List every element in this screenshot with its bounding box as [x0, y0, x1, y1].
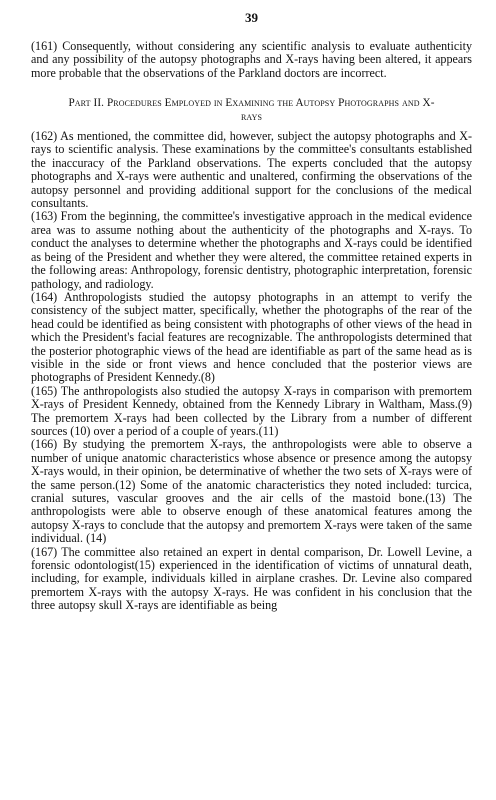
paragraph-162: (162) As mentioned, the committee did, however, subject the autopsy photographs and X-rays to scientific analysis. These examinations by the committee's consultants established the inaccuracy of the Parkland observations. The experts concluded that the autopsy photographs and X-rays were authentic and unaltered, confirming the observations of the autopsy personnel and providing additional support for the conclusions of the medical consultants.: [31, 129, 472, 211]
paragraph-165: (165) The anthropologists also studied the autopsy X-rays in comparison with premortem X-rays of President Kennedy, obtained from the Kennedy Library in Waltham, Mass.(9) The premortem X-rays had been collected by the Library from a number of different sources (10) over a period of a couple of years.(11): [31, 383, 472, 438]
section-heading: Part II. Procedures Employed in Examining the Autopsy Photographs and X-rays: [68, 97, 435, 123]
paragraph-166: (166) By studying the premortem X-rays, the anthropologists were able to observe a number of unique anatomic characteristics whose absence or presence among the autopsy X-rays would, in their opinion, be determinative of whether the two sets of X-rays were of the same person.(12) Some of the anatomic characteristics they noted included: turcica, cranial sutures, vascular grooves and the air cells of the mastoid bone.(13) The anthropologists were able to observe enough of these anatomical features among the autopsy X-rays to conclude that the autopsy and premortem X-rays were taken of the same individual. (14): [31, 437, 472, 546]
paragraph-167: (167) The committee also retained an expert in dental comparison, Dr. Lowell Levine, a forensic odontologist(15) experienced in the identification of victims of unnatural death, including, for example, individuals killed in airplane crashes. Dr. Levine also compared premortem X-rays with the autopsy X-rays. He was confident in his conclusion that the three autopsy skull X-rays are identifiable as being: [31, 544, 472, 613]
paragraph-163: (163) From the beginning, the committee's investigative approach in the medical evidence area was to assume nothing about the authenticity of the photographs and X-rays. To conduct the analyses to determine whether the photographs and X-rays could be identified as being of the President and whether they were altered, the committee retained experts in the following areas: Anthropology, forensic dentistry, photographic interpretation, forensic pathology, and radiology.: [31, 209, 472, 291]
paragraph-161: (161) Consequently, without considering any scientific analysis to evaluate authenticity and any possibility of the autopsy photographs and X-rays having been altered, it appears more probable that the observations of the Parkland doctors are incorrect.: [31, 39, 472, 80]
paragraph-164: (164) Anthropologists studied the autopsy photographs in an attempt to verify the consistency of the subject matter, specifically, whether the photographs of the rear of the head could be identified as being consistent with photographs of other views of the head in which the President's facial features are recognizable. The anthropologists determined that the posterior photographic views of the head are identifiable as part of the same head as is visible in the side or front views and hence concluded that the posterior views are photographs of President Kennedy.(8): [31, 289, 472, 385]
page-number: 39: [245, 10, 258, 25]
